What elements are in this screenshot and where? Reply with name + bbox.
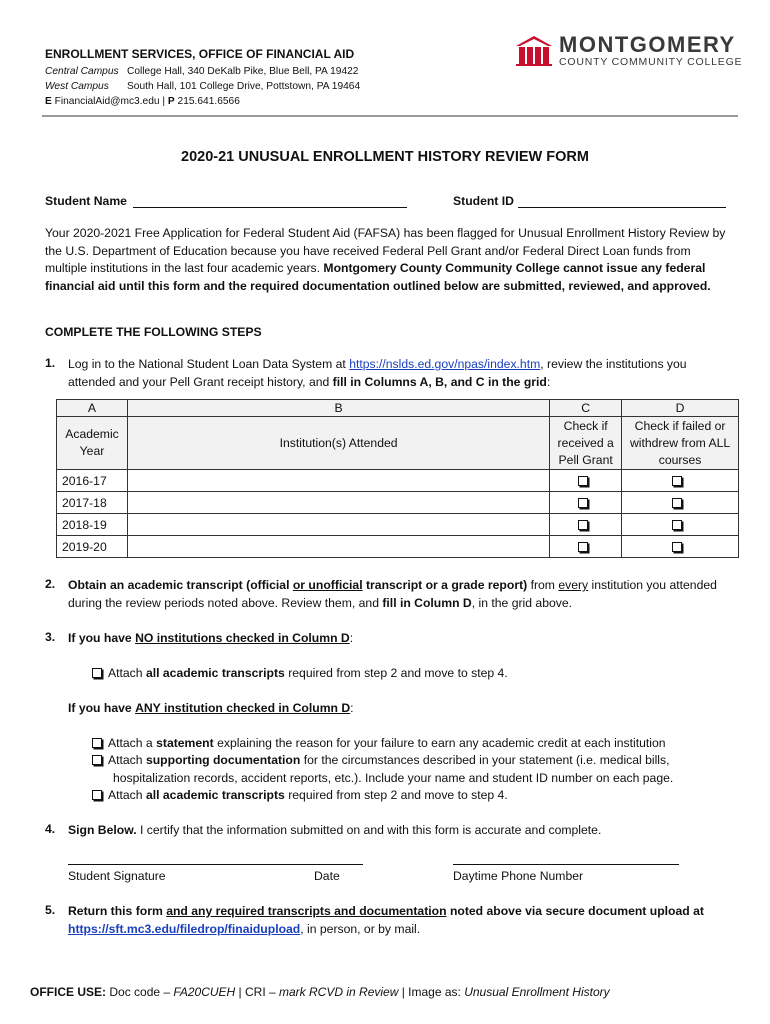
failed-withdrew-checkbox[interactable] — [622, 536, 739, 558]
step-2-bold-b: transcript or a grade report) — [366, 578, 528, 592]
col-a-header: Academic Year — [57, 417, 128, 470]
no-item-rest: required from step 2 and move to step 4. — [288, 666, 508, 680]
checkbox-icon — [578, 520, 588, 530]
email-value: FinancialAid@mc3.edu — [54, 96, 160, 107]
step-3-colon: : — [349, 631, 354, 645]
any-item-1-rest: explaining the reason for your failure to earn any academic credit at each institution — [217, 736, 666, 750]
step-3-any-heading — [68, 700, 733, 718]
central-campus-address: College Hall, 340 DeKalb Pike, Blue Bell, PA 19422 — [127, 66, 359, 77]
central-campus-label: Central Campus — [45, 66, 119, 77]
doc-code-label: Doc code – — [109, 985, 171, 999]
failed-withdrew-checkbox[interactable] — [622, 514, 739, 536]
col-a-letter: A — [57, 400, 128, 417]
step-5-rest: , in person, or by mail. — [300, 921, 421, 936]
cri-value: mark RCVD in Review — [279, 985, 399, 999]
year-cell: 2018-19 — [57, 514, 128, 536]
step-1-text — [68, 356, 733, 391]
table-row — [57, 536, 739, 558]
pell-grant-checkbox[interactable] — [550, 536, 622, 558]
west-campus-label: West Campus — [45, 81, 109, 92]
office-title: ENROLLMENT SERVICES, OFFICE OF FINANCIAL AID — [45, 47, 355, 61]
checkbox-icon — [92, 738, 102, 748]
upload-link[interactable]: https://sft.mc3.edu/filedrop/finaidupload — [68, 921, 301, 936]
student-id-field[interactable] — [518, 207, 726, 208]
header-divider — [42, 115, 738, 117]
year-cell: 2017-18 — [57, 492, 128, 514]
phone-line[interactable] — [453, 864, 679, 865]
col-c-letter: C — [550, 400, 622, 417]
checkbox-icon — [672, 498, 682, 508]
institution-cell[interactable] — [127, 492, 549, 514]
col-b-letter: B — [127, 400, 549, 417]
col-c-header: Check if received a Pell Grant — [550, 417, 622, 470]
checkbox-icon — [672, 520, 682, 530]
col-d-letter: D — [622, 400, 739, 417]
step-5-bold-b: noted above via secure document upload at — [449, 904, 704, 918]
pell-grant-checkbox[interactable] — [550, 470, 622, 492]
logo-wordmark: MONTGOMERY — [559, 32, 736, 57]
year-cell: 2016-17 — [57, 470, 128, 492]
step-3-no-heading — [68, 630, 733, 648]
step-2-text-b: institution you attended during the review periods noted above. Review them, and — [68, 578, 717, 610]
checkbox-icon — [672, 476, 682, 486]
any-item-1-bold: statement — [156, 736, 214, 750]
any-item-1-a: Attach a — [108, 736, 153, 750]
step-2-bold-a: Obtain an academic transcript (official — [68, 578, 290, 592]
table-row — [57, 514, 739, 536]
any-item-2-bold: supporting documentation — [145, 753, 301, 767]
step-1-number: 1. — [45, 356, 56, 370]
step-3-colon: : — [350, 701, 354, 715]
image-as-label: | Image as: — [401, 985, 461, 999]
step-4-bold: Sign Below. — [68, 823, 137, 837]
enrollment-grid — [56, 399, 739, 558]
failed-withdrew-checkbox[interactable] — [622, 470, 739, 492]
office-use-footer — [30, 985, 610, 999]
pell-grant-checkbox[interactable] — [550, 514, 622, 536]
step-1-bold: fill in Columns A, B, and C in the grid — [332, 374, 547, 389]
checkbox-icon — [578, 498, 588, 508]
daytime-phone-label: Daytime Phone Number — [453, 869, 584, 883]
col-d-header: Check if failed or withdrew from ALL courses — [622, 417, 739, 470]
step-2-number: 2. — [45, 577, 56, 591]
table-row — [57, 492, 739, 514]
nslds-link[interactable]: https://nslds.ed.gov/npas/index.htm — [349, 357, 541, 371]
step-3-no-condition: NO institutions checked in Column D — [135, 631, 350, 645]
step-4-number: 4. — [45, 822, 56, 836]
signature-label: Student Signature — [68, 869, 166, 883]
email-label: E — [45, 96, 52, 107]
no-item-1[interactable] — [92, 665, 732, 683]
step-2-bold-u: or unofficial — [292, 578, 363, 592]
phone-label: P — [167, 96, 175, 107]
table-row — [57, 470, 739, 492]
step-3-any-condition: ANY institution checked in Column D — [135, 701, 351, 715]
logo-subtitle: COUNTY COMMUNITY COLLEGE — [559, 56, 743, 68]
central-campus-line — [45, 64, 358, 80]
image-as-value: Unusual Enrollment History — [464, 985, 610, 999]
intro-paragraph — [45, 225, 733, 295]
institution-cell[interactable] — [127, 536, 549, 558]
institution-cell[interactable] — [127, 514, 549, 536]
checkbox-icon — [578, 542, 588, 552]
any-item-2[interactable] — [92, 752, 732, 787]
step-1-colon: : — [546, 374, 551, 389]
institution-cell[interactable] — [127, 470, 549, 492]
step-1-text-a: Log in to the National Student Loan Data System at — [68, 357, 346, 371]
checkbox-icon — [92, 668, 102, 678]
attach-label: Attach — [108, 788, 143, 802]
step-2-text-a: from — [530, 578, 555, 592]
west-campus-line — [45, 79, 360, 95]
checkbox-icon — [92, 755, 102, 765]
west-campus-address: South Hall, 101 College Drive, Pottstown, PA 19464 — [127, 81, 361, 92]
checkbox-icon — [92, 790, 102, 800]
no-item-bold: all academic transcripts — [145, 666, 285, 680]
step-5-bold-u: and any required transcripts and documentation — [166, 904, 447, 918]
cri-label: | CRI – — [238, 985, 276, 999]
any-item-2-rest: for the circumstances described in your statement (i.e. medical bills, hospitalization records, accident reports, etc.). Include your name and student ID number on each page. — [113, 753, 674, 785]
date-label: Date — [314, 869, 340, 883]
step-4-certify: I certify that the information submitted on and with this form is accurate and complete. — [140, 823, 602, 837]
intro-warning: Montgomery County Community College cannot issue any federal financial aid until this form and the required documentation outlined below are submitted, reviewed, and approved. — [45, 261, 711, 293]
step-2-text — [68, 577, 733, 612]
office-use-label: OFFICE USE: — [30, 985, 107, 999]
step-5-number: 5. — [45, 903, 56, 917]
contact-line: E FinancialAid@mc3.edu | P 215.641.6566 — [45, 96, 240, 107]
attach-label: Attach — [108, 666, 143, 680]
step-4-text — [68, 822, 733, 840]
college-logo-icon — [514, 34, 554, 66]
step-1-text-b: , review the institutions you attended and your Pell Grant receipt history, and — [68, 357, 687, 389]
attach-label: Attach — [108, 753, 143, 767]
checkbox-icon — [672, 542, 682, 552]
step-5-text — [68, 903, 733, 938]
step-2-bold-c: fill in Column D — [382, 595, 472, 610]
any-item-3-rest: required from step 2 and move to step 4. — [288, 788, 508, 802]
any-item-3-bold: all academic transcripts — [145, 788, 285, 802]
checkbox-icon — [578, 476, 588, 486]
intro-text: Your 2020-2021 Free Application for Federal Student Aid (FAFSA) has been flagged for Unusual Enrollment History Review by the U.S. Department of Education because you have received Federal Pell Grant and/or Federal Direct Loan funds from multiple institutions in the last four academic years. — [45, 226, 726, 276]
student-name-field[interactable] — [133, 207, 407, 208]
any-item-3[interactable] — [92, 787, 732, 805]
pell-grant-checkbox[interactable] — [550, 492, 622, 514]
date-line[interactable] — [180, 864, 363, 865]
form-title: 2020-21 UNUSUAL ENROLLMENT HISTORY REVIEW FORM — [181, 149, 589, 165]
step-2-every: every — [558, 578, 589, 592]
year-cell: 2019-20 — [57, 536, 128, 558]
step-3-number: 3. — [45, 630, 56, 644]
student-id-label: Student ID — [453, 194, 514, 208]
doc-code: FA20CUEH — [173, 985, 236, 999]
step-5-bold-a: Return this form — [68, 904, 163, 918]
step-2-text-c: , in the grid above. — [471, 595, 573, 610]
steps-heading: COMPLETE THE FOLLOWING STEPS — [45, 325, 262, 339]
step-3-if-any: If you have — [68, 701, 132, 715]
phone-value: 215.641.6566 — [177, 96, 240, 107]
col-b-header: Institution(s) Attended — [127, 417, 549, 470]
step-3-if-no: If you have — [68, 631, 132, 645]
failed-withdrew-checkbox[interactable] — [622, 492, 739, 514]
any-item-1[interactable] — [92, 735, 732, 753]
student-name-label: Student Name — [45, 194, 127, 208]
